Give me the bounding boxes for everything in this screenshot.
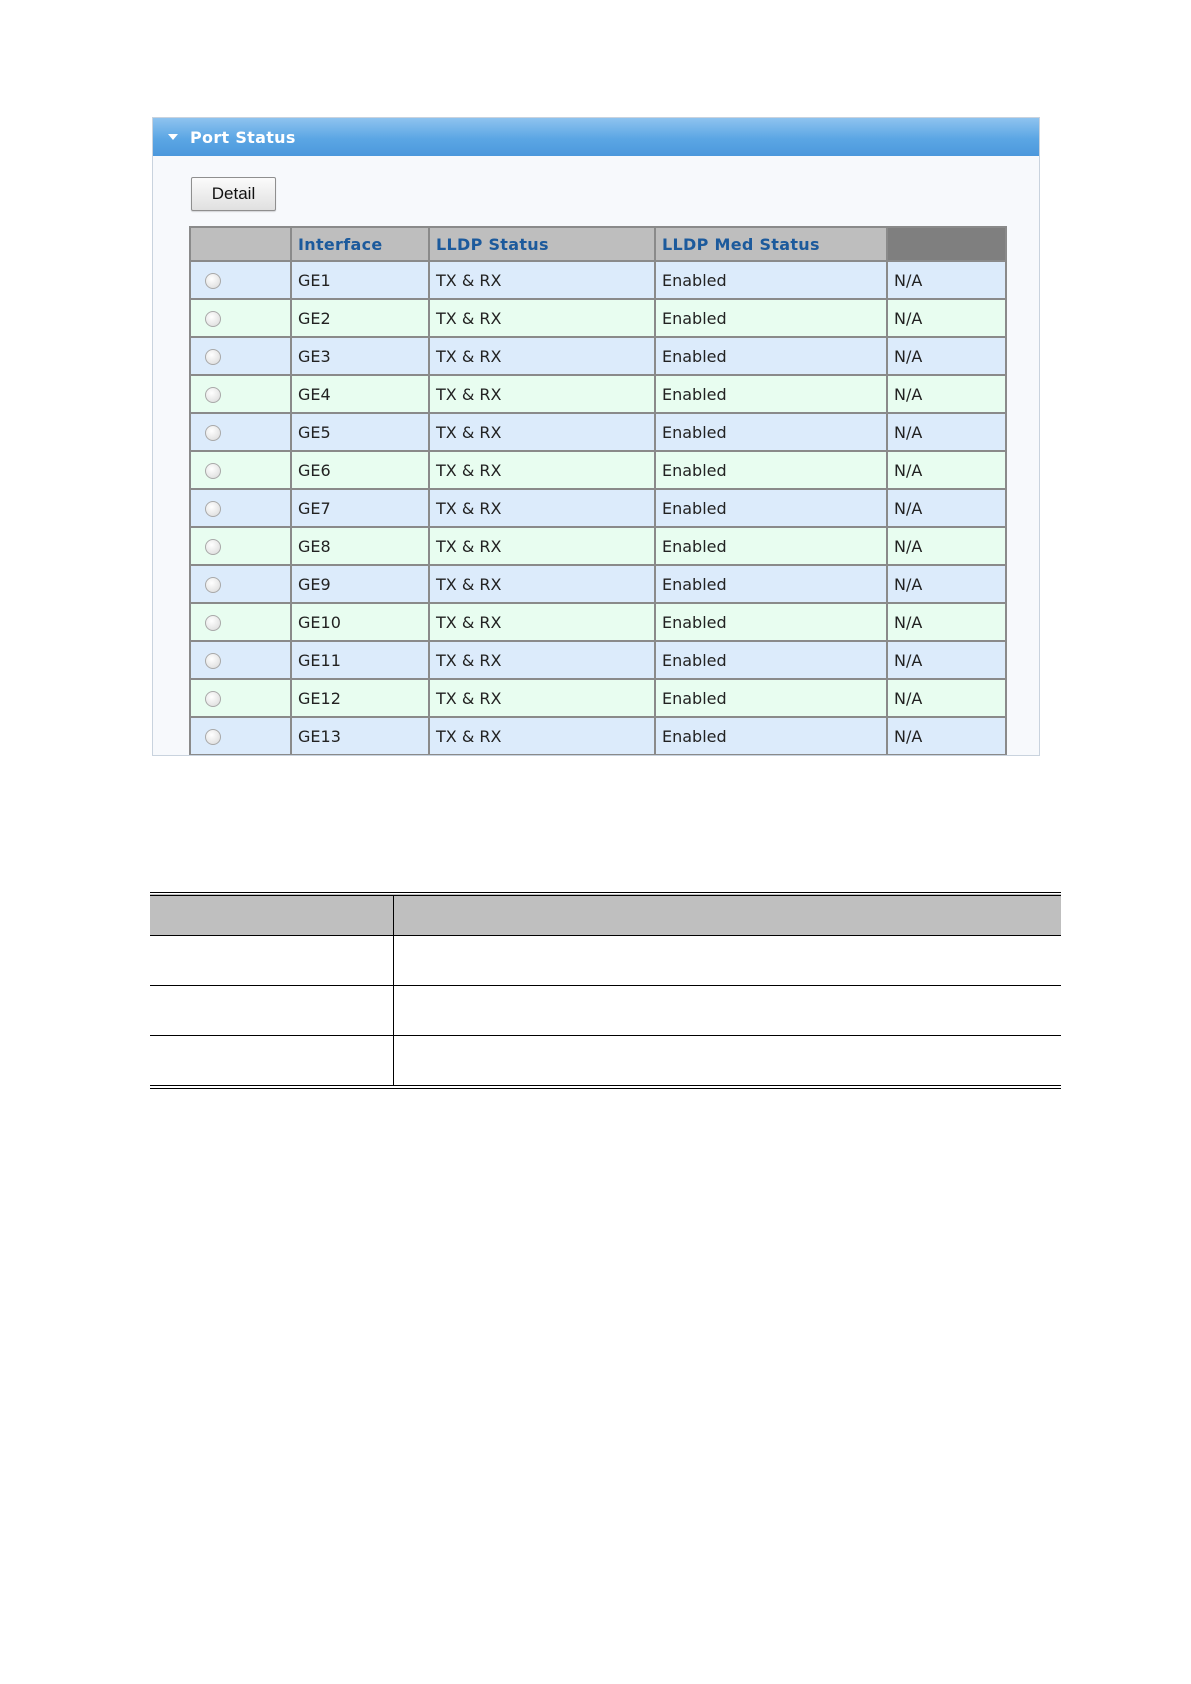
extra-cell: N/A (887, 337, 1006, 375)
lldp-med-status-cell: Enabled (655, 489, 887, 527)
desc-header-description (394, 894, 1062, 936)
table-row[interactable] (190, 565, 1006, 603)
row-select-cell (190, 337, 291, 375)
row-radio-button[interactable] (205, 501, 221, 517)
row-select-cell (190, 527, 291, 565)
lldp-status-cell: TX & RX (429, 451, 655, 489)
row-radio-button[interactable] (205, 273, 221, 289)
interface-cell: GE3 (291, 337, 429, 375)
lldp-med-status-cell: Enabled (655, 603, 887, 641)
row-radio-button[interactable] (205, 425, 221, 441)
table-row[interactable] (190, 299, 1006, 337)
desc-row (150, 936, 1061, 986)
table-row[interactable] (190, 261, 1006, 299)
lldp-status-cell: TX & RX (429, 413, 655, 451)
lldp-med-status-cell: Enabled (655, 337, 887, 375)
desc-header-row (150, 894, 1061, 936)
table-row[interactable] (190, 451, 1006, 489)
row-radio-button[interactable] (205, 387, 221, 403)
lldp-med-status-cell: Enabled (655, 717, 887, 755)
header-interface: Interface (291, 227, 429, 261)
lldp-status-cell: TX & RX (429, 299, 655, 337)
extra-cell: N/A (887, 451, 1006, 489)
lldp-status-cell: TX & RX (429, 337, 655, 375)
extra-cell: N/A (887, 679, 1006, 717)
lldp-status-cell: TX & RX (429, 375, 655, 413)
lldp-med-status-cell: Enabled (655, 679, 887, 717)
lldp-med-status-cell: Enabled (655, 299, 887, 337)
lldp-med-status-cell: Enabled (655, 375, 887, 413)
extra-cell: N/A (887, 413, 1006, 451)
extra-cell: N/A (887, 527, 1006, 565)
row-radio-button[interactable] (205, 539, 221, 555)
desc-row (150, 986, 1061, 1036)
interface-cell: GE11 (291, 641, 429, 679)
row-radio-button[interactable] (205, 349, 221, 365)
interface-cell: GE13 (291, 717, 429, 755)
lldp-med-status-cell: Enabled (655, 641, 887, 679)
row-select-cell (190, 641, 291, 679)
row-select-cell (190, 603, 291, 641)
lldp-status-cell: TX & RX (429, 679, 655, 717)
row-select-cell (190, 717, 291, 755)
table-row[interactable] (190, 489, 1006, 527)
table-header-row (190, 227, 1006, 261)
interface-cell: GE6 (291, 451, 429, 489)
desc-cell-description (394, 936, 1062, 986)
interface-cell: GE9 (291, 565, 429, 603)
lldp-status-cell: TX & RX (429, 565, 655, 603)
row-select-cell (190, 451, 291, 489)
table-row[interactable] (190, 679, 1006, 717)
row-radio-button[interactable] (205, 615, 221, 631)
interface-cell: GE2 (291, 299, 429, 337)
header-extra (887, 227, 1006, 261)
interface-cell: GE8 (291, 527, 429, 565)
lldp-status-cell: TX & RX (429, 261, 655, 299)
row-radio-button[interactable] (205, 311, 221, 327)
header-lldp-med-status: LLDP Med Status (655, 227, 887, 261)
extra-cell: N/A (887, 603, 1006, 641)
lldp-med-status-cell: Enabled (655, 451, 887, 489)
row-radio-button[interactable] (205, 729, 221, 745)
table-row[interactable] (190, 527, 1006, 565)
lldp-status-cell: TX & RX (429, 603, 655, 641)
extra-cell: N/A (887, 565, 1006, 603)
table-row[interactable] (190, 641, 1006, 679)
lldp-status-cell: TX & RX (429, 489, 655, 527)
port-status-panel (152, 117, 1040, 756)
row-select-cell (190, 489, 291, 527)
extra-cell: N/A (887, 261, 1006, 299)
table-row[interactable] (190, 375, 1006, 413)
desc-cell-description (394, 986, 1062, 1036)
interface-cell: GE7 (291, 489, 429, 527)
desc-header-object (150, 894, 394, 936)
desc-cell-object (150, 1036, 394, 1088)
interface-cell: GE12 (291, 679, 429, 717)
extra-cell: N/A (887, 717, 1006, 755)
table-row[interactable] (190, 603, 1006, 641)
table-row[interactable] (190, 413, 1006, 451)
description-table (150, 892, 1061, 1089)
extra-cell: N/A (887, 641, 1006, 679)
port-status-table (189, 226, 1007, 756)
lldp-status-cell: TX & RX (429, 717, 655, 755)
interface-cell: GE5 (291, 413, 429, 451)
row-radio-button[interactable] (205, 653, 221, 669)
extra-cell: N/A (887, 299, 1006, 337)
row-select-cell (190, 375, 291, 413)
lldp-med-status-cell: Enabled (655, 413, 887, 451)
table-row[interactable] (190, 717, 1006, 755)
table-row[interactable] (190, 337, 1006, 375)
lldp-med-status-cell: Enabled (655, 565, 887, 603)
row-select-cell (190, 679, 291, 717)
interface-cell: GE4 (291, 375, 429, 413)
panel-title: Port Status (190, 127, 296, 147)
interface-cell: GE1 (291, 261, 429, 299)
desc-cell-object (150, 986, 394, 1036)
lldp-med-status-cell: Enabled (655, 527, 887, 565)
row-select-cell (190, 299, 291, 337)
table-body (190, 261, 1006, 755)
header-select (190, 227, 291, 261)
row-select-cell (190, 565, 291, 603)
row-radio-button[interactable] (205, 577, 221, 593)
lldp-status-cell: TX & RX (429, 641, 655, 679)
header-lldp-status: LLDP Status (429, 227, 655, 261)
desc-cell-description (394, 1036, 1062, 1088)
desc-cell-object (150, 936, 394, 986)
row-select-cell (190, 413, 291, 451)
lldp-med-status-cell: Enabled (655, 261, 887, 299)
row-radio-button[interactable] (205, 691, 221, 707)
row-select-cell (190, 261, 291, 299)
panel-header[interactable] (153, 118, 1039, 156)
row-radio-button[interactable] (205, 463, 221, 479)
extra-cell: N/A (887, 489, 1006, 527)
lldp-status-cell: TX & RX (429, 527, 655, 565)
detail-button[interactable]: Detail (191, 177, 276, 211)
desc-row (150, 1036, 1061, 1088)
collapse-arrow-icon[interactable] (168, 134, 178, 140)
interface-cell: GE10 (291, 603, 429, 641)
extra-cell: N/A (887, 375, 1006, 413)
